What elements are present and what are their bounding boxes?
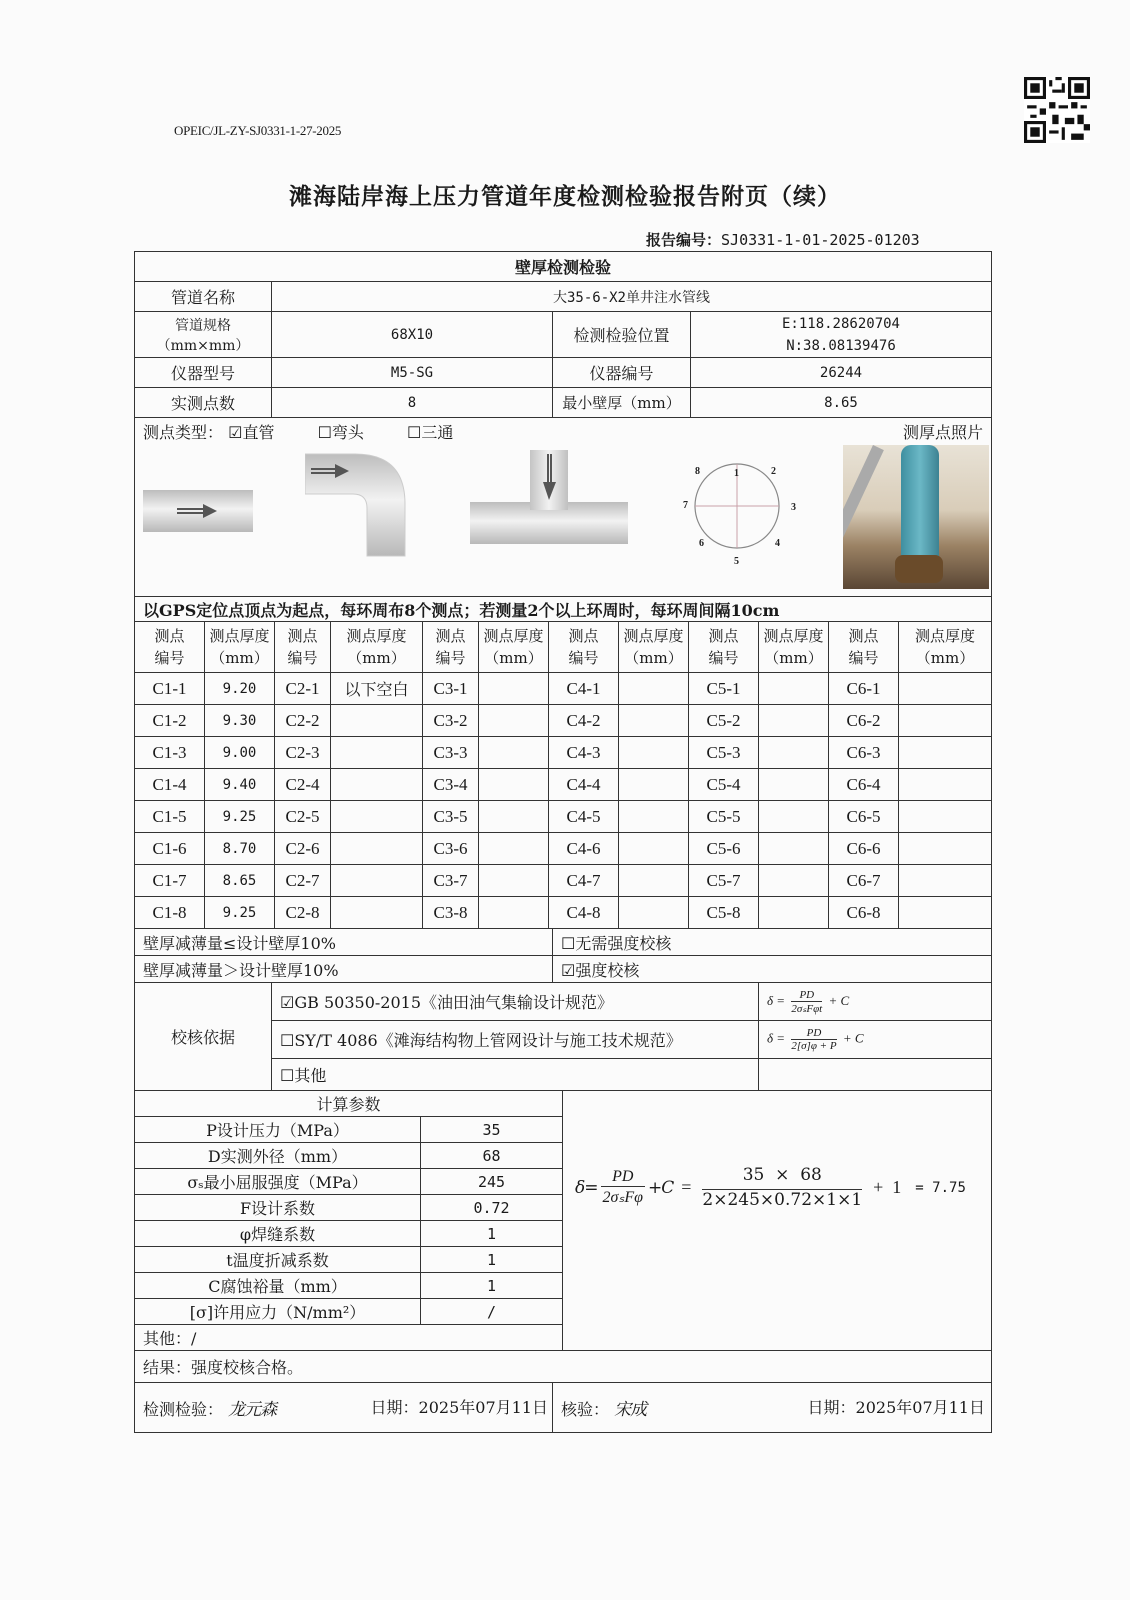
table-row (135, 769, 992, 801)
inspector-date-label: 日期： (370, 1398, 419, 1417)
header-line: 测点厚度 (483, 627, 544, 645)
point-id: C6-7 (829, 865, 899, 897)
calc-param-value: 68 (421, 1143, 563, 1169)
point-thickness (619, 705, 689, 737)
basis-other-formula (759, 1059, 992, 1091)
basis-other-label: 其他 (294, 1066, 327, 1085)
formula-lhs-numerator: PD (601, 1168, 645, 1187)
point-id: C2-8 (275, 897, 331, 929)
point-thickness (479, 769, 549, 801)
inspector-date: 2025年07月11日 (418, 1398, 548, 1417)
reviewer-date: 2025年07月11日 (855, 1398, 985, 1417)
delta-symbol: δ = (767, 992, 786, 1008)
option-tee-label: 三通 (421, 423, 454, 442)
diagram-label-8: 8 (695, 466, 700, 477)
header-line: 测点 (435, 627, 466, 645)
point-id: C1-7 (135, 865, 205, 897)
tee-pipe-icon (470, 450, 630, 550)
point-id: C1-8 (135, 897, 205, 929)
point-thickness (759, 673, 829, 705)
point-id: C4-6 (549, 833, 619, 865)
header-line: （mm） (347, 649, 406, 667)
point-id: C2-2 (275, 705, 331, 737)
point-thickness (619, 801, 689, 833)
reviewer-signature: 宋成 (614, 1400, 647, 1420)
point-id: C6-3 (829, 737, 899, 769)
point-id: C3-4 (423, 769, 479, 801)
point-id: C1-5 (135, 801, 205, 833)
point-thickness (331, 801, 423, 833)
strength-check-label: 强度校核 (575, 960, 640, 980)
point-id: C2-5 (275, 801, 331, 833)
thinning-le-label: 壁厚减薄量≤设计壁厚10% (135, 929, 553, 956)
point-id: C4-2 (549, 705, 619, 737)
header-thickness (899, 622, 992, 673)
header-line: 编号 (287, 649, 318, 667)
point-id: C5-2 (689, 705, 759, 737)
report-number-label: 报告编号： (646, 231, 722, 249)
photo-label: 测厚点照片 (902, 423, 983, 442)
basis-gb-label: GB 50350-2015《油田油气集输设计规范》 (294, 993, 613, 1012)
calc-param-value: 1 (421, 1247, 563, 1273)
point-thickness (759, 833, 829, 865)
header-line: 测点厚度 (763, 627, 824, 645)
elbow-pipe-icon (305, 448, 415, 558)
point-id: C5-7 (689, 865, 759, 897)
no-strength-check-checkbox[interactable]: ☐无需强度校核 (553, 929, 992, 956)
header-line: 测点 (568, 627, 599, 645)
header-line: 编号 (708, 649, 739, 667)
point-thickness (759, 801, 829, 833)
formula-lhs: δ= (575, 1177, 598, 1198)
point-id: C5-8 (689, 897, 759, 929)
point-thickness (899, 833, 992, 865)
point-id: C2-1 (275, 673, 331, 705)
point-type-options (143, 420, 453, 443)
min-thickness-label: 最小壁厚（mm） (553, 388, 691, 418)
point-thickness (331, 705, 423, 737)
point-id: C3-1 (423, 673, 479, 705)
check-table (134, 928, 992, 1091)
instrument-model-value: M5-SG (272, 358, 553, 388)
point-thickness (619, 865, 689, 897)
inspector-signature: 龙元森 (228, 1400, 277, 1420)
diagram-label-1: 1 (734, 468, 739, 479)
point-thickness (899, 737, 992, 769)
checkbox-elbow[interactable]: ☐弯头 (317, 423, 364, 442)
point-thickness (759, 737, 829, 769)
point-thickness: 9.40 (205, 769, 275, 801)
point-thickness (331, 737, 423, 769)
point-thickness (479, 737, 549, 769)
point-thickness: 以下空白 (331, 673, 423, 705)
calc-table (134, 1090, 992, 1351)
formula-gb-numerator: PD (791, 989, 822, 1002)
calc-param-label: C腐蚀裕量（mm） (135, 1273, 421, 1299)
point-thickness (899, 673, 992, 705)
calc-title: 计算参数 (135, 1091, 563, 1117)
point-thickness (899, 801, 992, 833)
plus-c: + C (842, 1030, 864, 1046)
thickness-point-photo (843, 445, 989, 589)
table-row (135, 673, 992, 705)
point-thickness (331, 897, 423, 929)
header-line: （mm） (764, 649, 823, 667)
header-line: 测点 (154, 627, 185, 645)
diagram-label-2: 2 (771, 466, 776, 477)
point-thickness (899, 897, 992, 929)
no-strength-check-label: 无需强度校核 (575, 933, 672, 953)
point-thickness (479, 897, 549, 929)
formula-numerator: 35 × 68 (702, 1165, 862, 1190)
reviewer-label: 核验： (561, 1400, 610, 1419)
pipe-name-value: 大35-6-X2单井注水管线 (272, 282, 992, 312)
header-line: 测点 (287, 627, 318, 645)
table-row (135, 705, 992, 737)
point-id: C6-8 (829, 897, 899, 929)
basis-gb-checkbox[interactable]: ☑GB 50350-2015《油田油气集输设计规范》 (272, 983, 759, 1021)
instrument-no-label: 仪器编号 (553, 358, 691, 388)
spec-value: 68X10 (272, 312, 553, 358)
formula-lhs-plus: +C (647, 1177, 674, 1198)
point-id: C4-7 (549, 865, 619, 897)
point-id: C5-1 (689, 673, 759, 705)
header-line: 编号 (568, 649, 599, 667)
header-point-id (135, 622, 205, 673)
basis-syt-checkbox[interactable]: ☐SY/T 4086《滩海结构物上管网设计与施工技术规范》 (272, 1021, 759, 1059)
header-line: 测点厚度 (914, 627, 975, 645)
point-id: C6-5 (829, 801, 899, 833)
point-thickness (759, 897, 829, 929)
basis-syt-formula (759, 1021, 992, 1059)
point-id: C3-5 (423, 801, 479, 833)
diagram-label-3: 3 (791, 502, 796, 513)
point-id: C3-3 (423, 737, 479, 769)
calc-param-label: P设计压力（MPa） (135, 1117, 421, 1143)
thinning-gt-label: 壁厚减薄量＞设计壁厚10% (135, 956, 553, 983)
point-id: C4-3 (549, 737, 619, 769)
point-id: C1-1 (135, 673, 205, 705)
header-line: （mm） (624, 649, 683, 667)
table-row (135, 833, 992, 865)
min-thickness-value: 8.65 (691, 388, 992, 418)
point-id: C5-5 (689, 801, 759, 833)
point-thickness (331, 865, 423, 897)
point-type-panel (135, 418, 992, 597)
point-id: C4-5 (549, 801, 619, 833)
point-id: C5-6 (689, 833, 759, 865)
diagram-label-7: 7 (683, 500, 688, 511)
point-thickness (479, 673, 549, 705)
result-text: 结果：强度校核合格。 (135, 1351, 992, 1383)
header-line: （mm） (484, 649, 543, 667)
report-number-value: SJ0331-1-01-2025-01203 (721, 231, 920, 249)
delta-symbol: δ = (767, 1030, 786, 1046)
location-east: E:118.28620704 (781, 315, 900, 332)
point-id: C4-4 (549, 769, 619, 801)
instrument-no-value: 26244 (691, 358, 992, 388)
point-id: C1-3 (135, 737, 205, 769)
point-thickness: 8.70 (205, 833, 275, 865)
inspection-sheet (134, 251, 992, 1433)
calc-param-value: 245 (421, 1169, 563, 1195)
basis-gb-formula (759, 983, 992, 1021)
point-id: C3-6 (423, 833, 479, 865)
formula-gb-denominator: 2σₛFφt (791, 1002, 823, 1015)
location-north: N:38.08139476 (786, 337, 896, 354)
header-point-id (829, 622, 899, 673)
basis-syt-label: SY/T 4086《滩海结构物上管网设计与施工技术规范》 (294, 1031, 682, 1050)
measurement-header-row (135, 622, 992, 673)
report-number (646, 229, 920, 250)
point-id: C1-4 (135, 769, 205, 801)
checkbox-tee[interactable]: ☐三通 (407, 423, 454, 442)
header-point-id (275, 622, 331, 673)
section-title: 壁厚检测检验 (135, 252, 992, 282)
header-thickness (205, 622, 275, 673)
inspector-label: 检测检验： (143, 1400, 224, 1419)
location-label: 检测检验位置 (553, 312, 691, 358)
instrument-model-label: 仪器型号 (135, 358, 272, 388)
point-thickness (759, 705, 829, 737)
point-id: C5-3 (689, 737, 759, 769)
point-id: C3-2 (423, 705, 479, 737)
point-id: C6-1 (829, 673, 899, 705)
point-thickness: 9.25 (205, 801, 275, 833)
points-value: 8 (272, 388, 553, 418)
header-line: 编号 (435, 649, 466, 667)
gps-note: 以GPS定位点顶点为起点，每环周布8个测点；若测量2个以上环周时，每环周间隔10cm (135, 597, 992, 622)
calc-formula-cell (563, 1091, 992, 1351)
point-thickness (619, 737, 689, 769)
calc-param-value: 1 (421, 1221, 563, 1247)
calc-param-label: F设计系数 (135, 1195, 421, 1221)
location-value (691, 312, 992, 358)
point-id: C6-2 (829, 705, 899, 737)
points-label: 实测点数 (135, 388, 272, 418)
qr-code-icon (1024, 77, 1090, 143)
calc-other: 其他：/ (135, 1325, 563, 1351)
spec-label: 管道规格（mm×mm） (135, 312, 272, 358)
calc-param-value: / (421, 1299, 563, 1325)
formula-equals: = (681, 1177, 692, 1197)
point-thickness (899, 769, 992, 801)
point-id: C4-1 (549, 673, 619, 705)
point-id: C2-3 (275, 737, 331, 769)
table-row (135, 801, 992, 833)
formula-lhs-denominator: 2σₛFφ (602, 1189, 643, 1206)
point-thickness (619, 769, 689, 801)
header-line: 测点厚度 (623, 627, 684, 645)
point-thickness (899, 705, 992, 737)
header-thickness (759, 622, 829, 673)
info-table (134, 251, 992, 622)
point-id: C1-6 (135, 833, 205, 865)
calc-param-label: [σ]许用应力（N/mm²） (135, 1299, 421, 1325)
result-table (134, 1350, 992, 1433)
calc-param-value: 1 (421, 1273, 563, 1299)
option-elbow-label: 弯头 (331, 423, 364, 442)
straight-pipe-icon (143, 486, 255, 536)
header-thickness (479, 622, 549, 673)
formula-plus-c: + 1 (873, 1177, 902, 1197)
diagram-label-5: 5 (734, 556, 739, 566)
point-id: C2-4 (275, 769, 331, 801)
header-line: 测点 (708, 627, 739, 645)
option-straight-label: 直管 (242, 423, 275, 442)
point-thickness (619, 833, 689, 865)
header-line: 测点 (848, 627, 879, 645)
point-thickness: 9.00 (205, 737, 275, 769)
calc-param-label: σₛ最小屈服强度（MPa） (135, 1169, 421, 1195)
point-thickness: 9.20 (205, 673, 275, 705)
calc-param-value: 35 (421, 1117, 563, 1143)
point-id: C4-8 (549, 897, 619, 929)
table-row (135, 865, 992, 897)
point-id: C3-7 (423, 865, 479, 897)
point-thickness: 8.65 (205, 865, 275, 897)
header-thickness (331, 622, 423, 673)
point-thickness: 9.25 (205, 897, 275, 929)
formula-denominator: 2×245×0.72×1×1 (702, 1190, 863, 1210)
header-line: 测点厚度 (209, 627, 270, 645)
point-thickness (479, 801, 549, 833)
point-id: C5-4 (689, 769, 759, 801)
inspector-sign-cell (135, 1383, 553, 1433)
header-line: （mm） (915, 649, 975, 667)
pipe-name-label: 管道名称 (135, 282, 272, 312)
point-thickness (331, 833, 423, 865)
calc-param-label: D实测外径（mm） (135, 1143, 421, 1169)
header-point-id (423, 622, 479, 673)
checkbox-straight[interactable]: ☑直管 (228, 423, 275, 442)
formula-syt-numerator: PD (791, 1027, 836, 1040)
point-id: C3-8 (423, 897, 479, 929)
point-id: C2-6 (275, 833, 331, 865)
point-type-label: 测点类型： (143, 423, 224, 442)
point-thickness (899, 865, 992, 897)
point-id: C6-4 (829, 769, 899, 801)
header-point-id (689, 622, 759, 673)
calc-param-label: t温度折减系数 (135, 1247, 421, 1273)
reviewer-date-label: 日期： (807, 1398, 856, 1417)
calc-param-label: φ焊缝系数 (135, 1221, 421, 1247)
measurement-table (134, 621, 992, 929)
header-line: 测点厚度 (346, 627, 407, 645)
strength-check-checkbox[interactable]: ☑强度校核 (553, 956, 992, 983)
calc-formula (575, 1165, 966, 1210)
point-thickness (619, 673, 689, 705)
header-line: 编号 (848, 649, 879, 667)
point-id: C6-6 (829, 833, 899, 865)
header-thickness (619, 622, 689, 673)
point-thickness (759, 769, 829, 801)
point-thickness (331, 769, 423, 801)
point-id: C2-7 (275, 865, 331, 897)
plus-c: + C (828, 992, 850, 1008)
point-thickness (479, 705, 549, 737)
table-row (135, 737, 992, 769)
header-point-id (549, 622, 619, 673)
diagram-label-6: 6 (699, 538, 704, 549)
point-thickness: 9.30 (205, 705, 275, 737)
table-row (135, 897, 992, 929)
header-line: （mm） (210, 649, 269, 667)
point-thickness (479, 833, 549, 865)
point-id: C1-2 (135, 705, 205, 737)
point-thickness (479, 865, 549, 897)
page-title: 滩海陆岸海上压力管道年度检测检验报告附页（续） (289, 183, 841, 210)
formula-result: = 7.75 (915, 1179, 966, 1196)
basis-other-checkbox[interactable]: ☐其他 (272, 1059, 759, 1091)
calc-param-value: 0.72 (421, 1195, 563, 1221)
point-thickness (759, 865, 829, 897)
diagram-label-4: 4 (775, 538, 780, 549)
basis-label: 校核依据 (135, 983, 272, 1091)
measurement-points-diagram (683, 446, 813, 566)
formula-syt-denominator: 2[σ]φ + P (791, 1040, 837, 1052)
document-code: OPEIC/JL-ZY-SJ0331-1-27-2025 (174, 123, 342, 138)
point-thickness (619, 897, 689, 929)
header-line: 编号 (154, 649, 185, 667)
reviewer-sign-cell (553, 1383, 992, 1433)
